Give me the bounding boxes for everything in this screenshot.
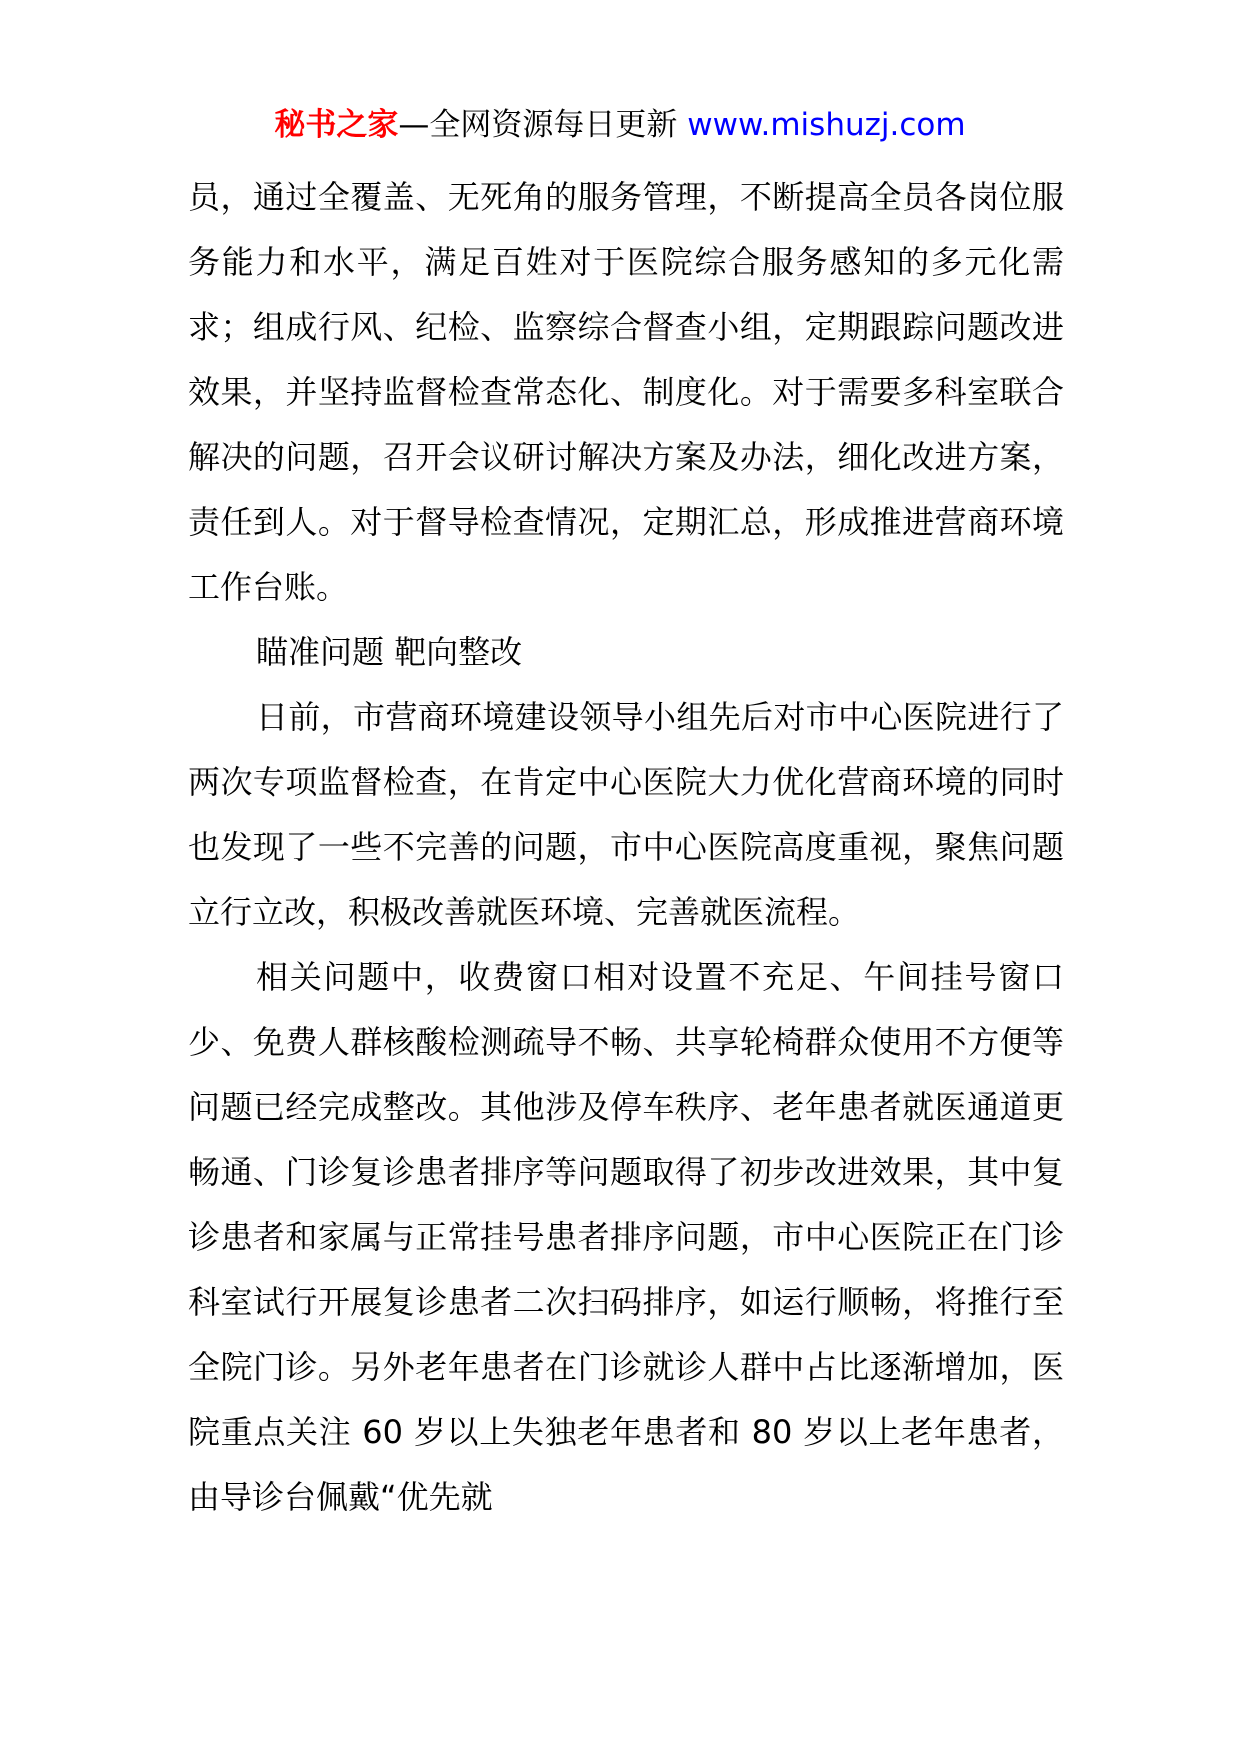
paragraph: 相关问题中，收费窗口相对设置不充足、午间挂号窗口少、免费人群核酸检测疏导不畅、共享轮椅群众使用不方便等问题已经完成整改。其他涉及停车秩序、老年患者就医通道更畅通、门诊复诊患者排序等问题取得了初步改进效果，其中复诊患者和家属与正常挂号患者排序问题，市中心医院正在门诊科室试行开展复诊患者二次扫码排序，如运行顺畅，将推行至全院门诊。另外老年患者在门诊就诊人群中占比逐渐增加，医院重点关注 60 岁以上失独老年患者和 80 岁以上老年患者，由导诊台佩戴“优先就: [188, 958, 1064, 1516]
document-body: [188, 165, 1064, 1530]
brand-name: 秘书之家: [274, 107, 399, 143]
paragraph: 日前，市营商环境建设领导小组先后对市中心医院进行了两次专项监督检查，在肯定中心医院大力优化营商环境的同时也发现了一些不完善的问题，市中心医院高度重视，聚焦问题立行立改，积极改善就医环境、完善就医流程。: [188, 698, 1064, 931]
section-heading: 瞄准问题 靶向整改: [256, 633, 523, 671]
site-url: www.mishuzj.com: [687, 107, 966, 143]
paragraph-continuation: 员，通过全覆盖、无死角的服务管理，不断提高全员各岗位服务能力和水平，满足百姓对于医院综合服务感知的多元化需求；组成行风、纪检、监察综合督查小组，定期跟踪问题改进效果，并坚持监督检查常态化、制度化。对于需要多科室联合解决的问题，召开会议研讨解决方案及办法，细化改进方案，责任到人。对于督导检查情况，定期汇总，形成推进营商环境工作台账。: [188, 178, 1064, 606]
page-header: [0, 104, 1240, 146]
header-tagline: —全网资源每日更新: [398, 107, 688, 143]
